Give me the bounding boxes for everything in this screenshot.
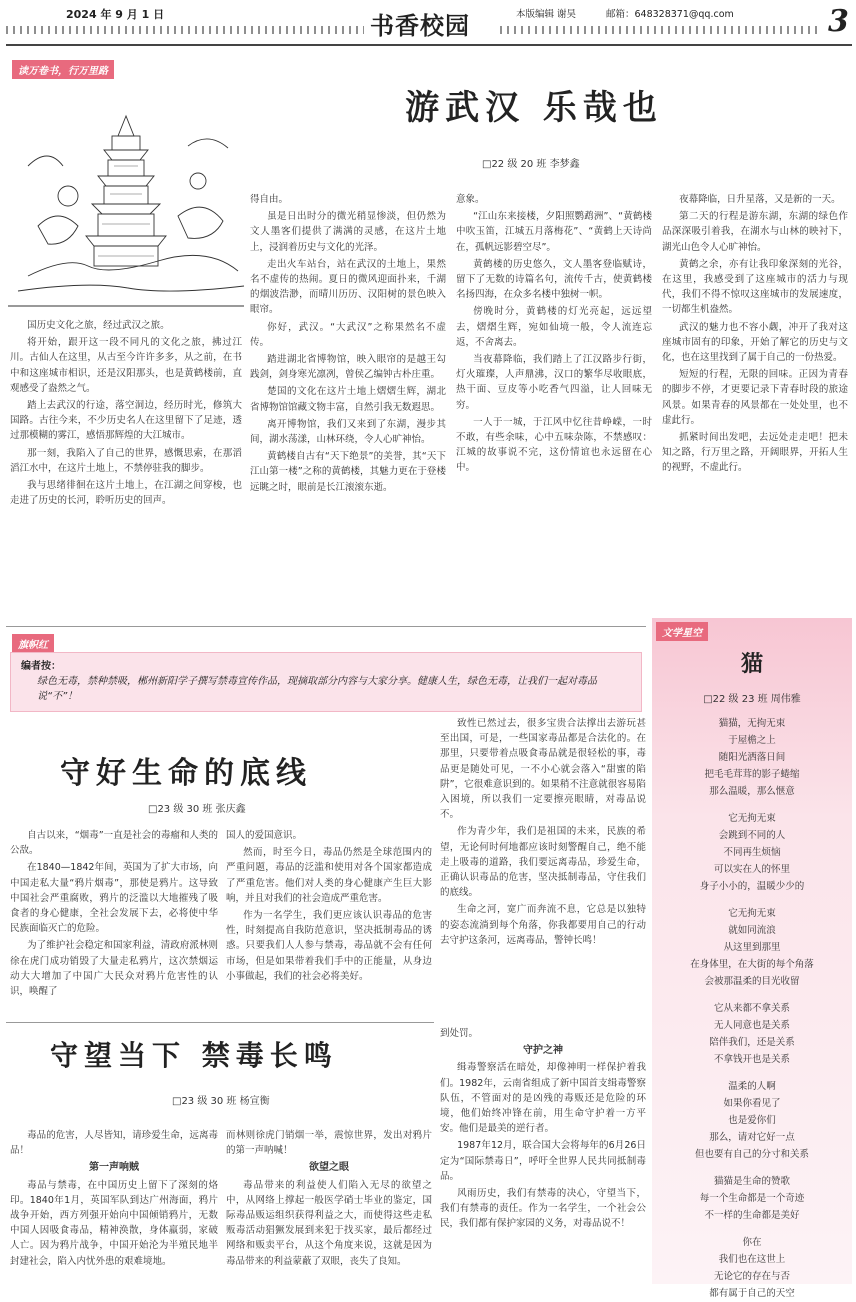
poem-line: 不同再生烦恼 [723, 847, 781, 858]
poem-stanza [652, 1000, 852, 1068]
paragraph: 风雨历史，我们有禁毒的决心，守望当下，我们有禁毒的责任。作为一名学生，一个社会公民，我们都有保护家园的义务，对毒品说不！ [440, 1188, 646, 1230]
poem-line: 无人同意也是关系 [713, 1020, 790, 1031]
paragraph: 到处罚。 [440, 1028, 479, 1039]
poem-stanza [652, 1173, 852, 1224]
paragraph: 得自由。 [250, 194, 289, 205]
paragraph: 楚国的文化在这片土地上熠熠生辉，湖北省博物馆馆藏文物丰富，自然引我无数遐思。 [250, 386, 446, 413]
poem-line: 温柔的人啊 [728, 1081, 776, 1092]
poem-byline: □22 级 23 班 周伟雅 [703, 694, 801, 705]
paragraph: 踏进湖北省博物馆，映入眼帘的是越王勾践剑，剑身寒光凛冽，曾侯乙编钟古朴庄重。 [250, 354, 446, 381]
paragraph: 然而，时至今日，毒品仍然是全球范围内的严重问题，毒品的泛滥和使用对各个国家都造成了严重危害。他们对人类的身心健康产生巨大影响，并且对我们的社会造成严重危害。 [226, 847, 432, 904]
poem-line: 可以实在人的怀里 [713, 864, 790, 875]
header-decoration-left [6, 26, 364, 34]
paragraph: 毒品的危害，人尽皆知，请珍爱生命，远离毒品！ [10, 1130, 218, 1157]
poem-line: 猫猫，无拘无束 [718, 718, 786, 729]
paragraph: 黄鹤楼的历史悠久，文人墨客登临赋诗，留下了无数的诗篇名句，流传千古，使黄鹤楼名扬四海，在众多名楼中独树一帜。 [456, 258, 652, 301]
poem-stanza [652, 1234, 852, 1302]
paragraph: 1987年12月，联合国大会将每年的6月26日定为“国际禁毒日”，呼吁全世界人民共同抵制毒品。 [440, 1140, 646, 1182]
article-vigil-column-1 [10, 1128, 218, 1284]
paragraph: 黄鹤楼自古有“天下绝景”的美誉，其“天下江山第一楼”之称的黄鹤楼，其魅力更在于登楼远眺之时，眼前是长江滚滚东逝。 [250, 451, 446, 493]
paragraph: 黄鹤之余，亦有让我印象深刻的光谷，在这里，我感受到了这座城市的活力与现代，我们不得不惊叹这座城市的发展速度，一切都生机盎然。 [662, 258, 848, 316]
paragraph: 缉毒警察活在暗处，却像神明一样保护着我们。1982年，云南省组成了新中国首支缉毒警察队伍，不管面对的是凶残的毒贩还是危险的环境，他们始终冲锋在前，用生命守护着一方平安。他们是最美的逆行者。 [440, 1062, 646, 1135]
poem-line: 都有属于自己的天空 [709, 1288, 795, 1299]
paragraph: 踏上去武汉的行途，落空洞边，经历时光，修筑大国路。古往今来，不少历史名人在这里留下了足迹，透过那模糊的雾江，感悟那辉煌的大江城市。 [10, 400, 242, 442]
paragraph: 在1840—1842年间，英国为了扩大市场，向中国走私大量“鸦片烟毒”，那使是鸦片。这导致中国社会严重腐败，鸦片的泛滥以大地摧残了吸食者的身心健康，全社会发展下去，必将使中华民族面临灭亡的危险。 [10, 862, 218, 935]
article-antidrug-byline: □23 级 30 班 张庆鑫 [148, 804, 246, 815]
paragraph: 国历史文化之旅，经过武汉之旅。 [27, 320, 170, 331]
poem-line: 于屋檐之上 [728, 735, 776, 746]
issue-date: 2024 年 9 月 1 日 [66, 8, 165, 21]
paragraph: 第二天的行程是游东湖，东湖的绿色作品深深吸引着我，在湖水与山林的映衬下，湖光山色令人心旷神怡。 [662, 211, 848, 253]
wuhan-illustration [8, 76, 244, 316]
paragraph: 为了维护社会稳定和国家利益，清政府派林则徐在虎门成功销毁了大量走私鸦片，这次禁烟运动大大增加了中国广大民众对鸦片危害性的认识，唤醒了 [10, 940, 218, 998]
paragraph: 那一刻，我陷入了自己的世界，感慨思索，在那滔滔江水中，在这片土地上，不禁停驻我的脚步。 [10, 447, 242, 474]
paragraph: 傍晚时分，黄鹤楼的灯光亮起，远远望去，熠熠生辉，宛如仙境一般，令人流连忘返，不舍离去。 [456, 306, 652, 348]
paragraph: “江山东来接楼，夕阳照鹦鹉洲”、“黄鹤楼中吹玉笛，江城五月落梅花”、“黄鹤上天诗尚在，孤帆远影碧空尽”。 [456, 211, 652, 253]
editor-note [10, 652, 642, 712]
editor-note-label: 编者按： [21, 661, 61, 672]
section-divider [6, 626, 646, 627]
paragraph: 毒品带来的利益使人们陷入无尽的欲望之中，从网络上撑起一般医学硝士毕业的鉴定，国际毒品贩运组织获得利益之大，而使得这些走私贩毒活动猖獗发展到来犯于找买家，最后都经过网络和贩卖平台，从这个角度来说，这就是因为毒品带来的利益蒙蔽了双眼，丧失了良知。 [226, 1179, 432, 1267]
poem-line: 但也要有自己的分寸和关系 [694, 1149, 809, 1160]
article-travel-byline: □22 级 20 班 李梦鑫 [482, 159, 580, 170]
poem-line: 会跳到不同的人 [718, 830, 786, 841]
poem-line: 你在 [742, 1237, 762, 1248]
paragraph: 夜幕降临，日升星落，又是新的一天。 [679, 194, 841, 205]
paragraph: 意象。 [456, 194, 485, 205]
poem-stanza [652, 905, 852, 990]
paragraph: 作为一名学生，我们更应该认识毒品的危害性，时刻提高自我防范意识，坚决抵制毒品的诱惑。只要我们人人参与禁毒，毒品就不会有任何市场，但是如果带着我们手中的正能量，从身边小事做起，我们的社会必将美好。 [226, 910, 432, 982]
poem-title: 猫 [740, 652, 763, 677]
section-tag-antidrug: 旗帜红 [12, 634, 54, 653]
poem-line: 它无拘无束 [728, 813, 776, 824]
poem-line: 那么温暖，那么惬意 [709, 786, 795, 797]
article-travel-title-text: 游武汉 乐哉也 [405, 88, 663, 128]
article-vigil-column-2 [226, 1128, 432, 1284]
poem-line: 从这里到那里 [723, 942, 781, 953]
poem-line: 那么，请对它好一点 [709, 1132, 795, 1143]
subheading-eye-of-desire: 欲望之眼 [309, 1162, 349, 1174]
subheading-first-cry: 第一声响贼 [89, 1162, 139, 1174]
poem-body [652, 715, 852, 1302]
paragraph: 虽是日出时分的微光稍显惨淡，但仍然为文人墨客们提供了满满的灵感，在这片土地上，浸润着历史与文化的光泽。 [250, 211, 446, 253]
editor-note-text: 绿色无毒，禁种禁吸，郴州新阳学子撰写禁毒宣传作品，现摘取部分内容与大家分享。健康人生，绿色无毒，让我们一起对毒品说“不”！ [37, 676, 597, 702]
poem-line: 身子小小的，温暖少少的 [699, 881, 805, 892]
paragraph: 武汉的魅力也不容小觑，冲开了我对这座城市固有的印象，开始了解它的历史与文化，也在这里找到了属于自己的一份热爱。 [662, 321, 848, 364]
paragraph: 作为青少年，我们是祖国的未来，民族的希望，无论何时何地都应该时刻警醒自己，绝不能走上吸毒的道路，我们要远离毒品，珍爱生命，正确认识毒品的危害，坚决抵制毒品，守住我们的底线。 [440, 826, 646, 899]
poem-line: 也是爱你们 [728, 1115, 776, 1126]
article-travel-column-4 [662, 192, 848, 622]
poem-panel [652, 618, 852, 1299]
article-vigil-column-3 [440, 1026, 646, 1284]
article-travel-column-2 [250, 192, 446, 622]
poem-line: 无论它的存在与否 [713, 1271, 790, 1282]
poem-line: 不一样的生命都是美好 [704, 1210, 800, 1221]
article-antidrug-title-text: 守好生命的底线 [60, 756, 312, 791]
paragraph: 当夜幕降临，我们踏上了江汉路步行街，灯火璀璨，人声鼎沸，汉口的繁华尽收眼底，热干面、豆皮等小吃香气四溢，让人回味无穷。 [456, 354, 652, 411]
article-travel-column-1 [10, 318, 242, 624]
paragraph: 一人于一城，于江风中忆往昔峥嵘，一时不敢，有些余味，心中五味杂陈，不禁感叹：江城的故事说不完，这份情谊也永远留在心中。 [456, 416, 652, 474]
poem-line: 随阳光洒落日间 [718, 752, 786, 763]
article-vigil-title-text: 守望当下 禁毒长鸣 [50, 1039, 338, 1072]
page-editor: 本版编辑 谢昊 [516, 9, 577, 20]
poem-stanza [652, 1078, 852, 1163]
poem-stanza [652, 715, 852, 800]
subheading-guardian: 守护之神 [523, 1045, 563, 1057]
article-travel-column-3 [456, 192, 652, 622]
poem-line: 陪伴我们，还是关系 [709, 1037, 795, 1048]
poem-line: 它从来都不拿关系 [713, 1003, 790, 1014]
article-antidrug-title [60, 748, 380, 792]
paragraph: 生命之河，宽广而奔流不息，它总是以独特的姿态流淌到每个角落，你我都要用自己的行动去守护这条河，远离毒品，警钟长鸣！ [440, 904, 646, 946]
paragraph: 将开始，跟开这一段不同凡的文化之旅，拂过江川。古仙人在这里，从古至今许许多多，从之前，在书中和这座城市相识，还是汉阳那头，也是黄鹤楼前，直观感受了盎然之气。 [10, 337, 242, 394]
poem-line: 我们也在这世上 [718, 1254, 786, 1265]
poem-line: 它无拘无束 [728, 908, 776, 919]
page-header [0, 0, 856, 46]
article-travel-title [364, 80, 704, 129]
poem-line: 把毛毛茸茸的影子蜷缩 [704, 769, 800, 780]
poem-line: 不拿钱开也是关系 [713, 1054, 790, 1065]
paragraph: 抓紧时间出发吧，去远处走走吧！把未知之路，行万里之路，开阔眼界，开拓人生的视野，不虚此行。 [662, 432, 848, 474]
paragraph: 毒品与禁毒，在中国历史上留下了深刻的烙印。1840年1月，英国军队到达广州海面，鸦片战争开始，西方列强开始向中国倾销鸦片，无数中国人因吸食毒品，精神涣散，身体羸弱，家破人亡。因为鸦片战争，中国开始沦为半殖民地半封建社会，陷入内忧外患的艰难境地。 [10, 1179, 218, 1267]
poem-line: 就如同流浪 [728, 925, 776, 936]
section-divider [6, 1022, 434, 1023]
paragraph: 你好，武汉。“大武汉”之称果然名不虚传。 [250, 321, 446, 348]
page-number: 3 [828, 4, 849, 39]
paragraph: 走出火车站台，站在武汉的土地上，果然名不虚传的热闹。夏日的微风迎面扑来，千湖的烟波浩渺，而晴川历历、汉阳树的景色映入眼帘。 [250, 258, 446, 316]
section-tag-literature: 文学星空 [656, 622, 708, 641]
poem-line: 猫猫是生命的赞歌 [713, 1176, 790, 1187]
editor-email: 邮箱：648328371@qq.com [606, 9, 734, 20]
poem-stanza [652, 810, 852, 895]
paper-title: 书香校园 [370, 12, 470, 40]
paragraph: 离开博物馆，我们又来到了东湖，漫步其间，湖水荡漾，山林环绕，令人心旷神怡。 [250, 418, 446, 446]
paragraph: 我与思绪徘徊在这片土地上，在江湖之间穿梭，也走进了历史的长河，聆听历史的回声。 [10, 480, 242, 507]
section-tag-travel: 读万卷书，行万里路 [12, 60, 114, 79]
pagoda-sketch-icon [8, 76, 244, 316]
article-antidrug-column-3 [440, 716, 646, 1016]
paragraph: 国人的爱国意识。 [226, 830, 303, 841]
article-vigil-byline: □23 级 30 班 杨宣衡 [172, 1096, 270, 1107]
paragraph: 自古以来，“烟毒”一直是社会的毒瘤和人类的公敌。 [10, 830, 218, 857]
poem-line: 如果你看见了 [723, 1098, 781, 1109]
article-antidrug-column-1 [10, 828, 218, 1018]
paragraph: 短短的行程，无限的回味。正因为青春的脚步不停，才更要记录下青春时段的旅途风景。如果青春的风景都在一处处里，也不虚此行。 [662, 369, 848, 426]
article-antidrug-column-2 [226, 828, 432, 1018]
paragraph: 致性已然过去，很多宝贵合法撑出去游玩甚至出国，可是，一些国家毒品都是合法化的。在那里，只要带着点吸食毒品就是很轻松的事，毒品更是随处可见，一不小心就会落入“甜蜜的陷阱”，它很难意识到的。如果稍不注意就很容易陷入困境，所以我们一定要擦亮眼睛，对毒品说不。 [440, 718, 646, 821]
header-rule [6, 44, 852, 46]
paragraph: 而林则徐虎门销烟一举，震惊世界，发出对鸦片的第一声呐喊！ [226, 1130, 432, 1157]
poem-line: 每一个生命都是一个奇迹 [699, 1193, 805, 1204]
header-decoration-right [500, 26, 820, 34]
poem-line: 会被那温柔的目光收留 [704, 976, 800, 987]
poem-line: 在身体里，在大街的每个角落 [690, 959, 814, 970]
article-vigil-title [50, 1034, 410, 1074]
